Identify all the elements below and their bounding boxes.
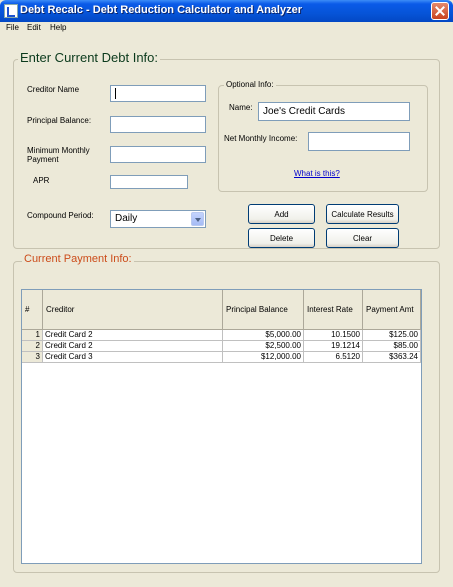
name-input[interactable]: Joe's Credit Cards [258,102,410,121]
table-row[interactable] [22,352,421,363]
payment-grid[interactable] [21,289,422,564]
principal-cell: $5,000.00 [223,330,304,341]
apr-input[interactable] [110,175,188,189]
menu-edit[interactable]: Edit [27,23,41,32]
principal-cell: $12,000.00 [223,352,304,363]
payment-cell: $85.00 [363,341,421,352]
row-number: 2 [22,341,43,352]
creditor-cell: Credit Card 2 [43,341,223,352]
column-header-principal[interactable]: Principal Balance [223,290,304,330]
creditor-name-input[interactable] [110,85,206,102]
payment-cell: $125.00 [363,330,421,341]
optional-title: Optional Info: [226,80,274,89]
row-number: 1 [22,330,43,341]
what-is-this-link[interactable]: What is this? [294,169,340,178]
net-income-input[interactable] [308,132,410,151]
principal-label: Principal Balance: [27,116,92,125]
entry-title: Enter Current Debt Info: [20,50,159,65]
payment-title: Current Payment Info: [24,253,132,265]
app-icon [4,4,18,18]
apr-label: APR [33,176,50,185]
chevron-down-icon[interactable] [191,212,204,226]
principal-balance-input[interactable] [110,116,206,133]
row-number: 3 [22,352,43,363]
clear-button[interactable]: Clear [326,228,399,248]
title-bar [0,0,453,22]
creditor-label: Creditor Name [27,85,80,94]
creditor-cell: Credit Card 3 [43,352,223,363]
window-title: Debt Recalc - Debt Reduction Calculator and Analyzer [20,4,302,16]
column-header-creditor[interactable]: Creditor [43,290,223,330]
min-payment-label-line2: Payment [27,155,59,164]
principal-cell: $2,500.00 [223,341,304,352]
add-button[interactable]: Add [248,204,315,224]
calculate-results-button[interactable]: Calculate Results [326,204,399,224]
delete-button[interactable]: Delete [248,228,315,248]
compound-label: Compound Period: [27,211,94,220]
menu-help[interactable]: Help [50,23,67,32]
menu-bar [0,22,453,36]
close-button[interactable] [431,2,449,20]
compound-period-select[interactable] [110,210,206,228]
income-label: Net Monthly Income: [224,134,298,143]
table-row[interactable] [22,341,421,352]
compound-period-value: Daily [115,213,138,224]
rate-cell: 19.1214 [304,341,363,352]
rate-cell: 10.1500 [304,330,363,341]
column-header-payment[interactable]: Payment Amt [363,290,421,330]
menu-file[interactable]: File [6,23,19,32]
table-row[interactable] [22,330,421,341]
rate-cell: 6.5120 [304,352,363,363]
column-header-rate[interactable]: Interest Rate [304,290,363,330]
creditor-cell: Credit Card 2 [43,330,223,341]
payment-cell: $363.24 [363,352,421,363]
min-payment-label-line1: Minimum Monthly [27,146,90,155]
column-header-num[interactable]: # [22,290,43,330]
text-cursor [115,88,116,99]
min-payment-input[interactable] [110,146,206,163]
name-label: Name: [229,103,253,112]
